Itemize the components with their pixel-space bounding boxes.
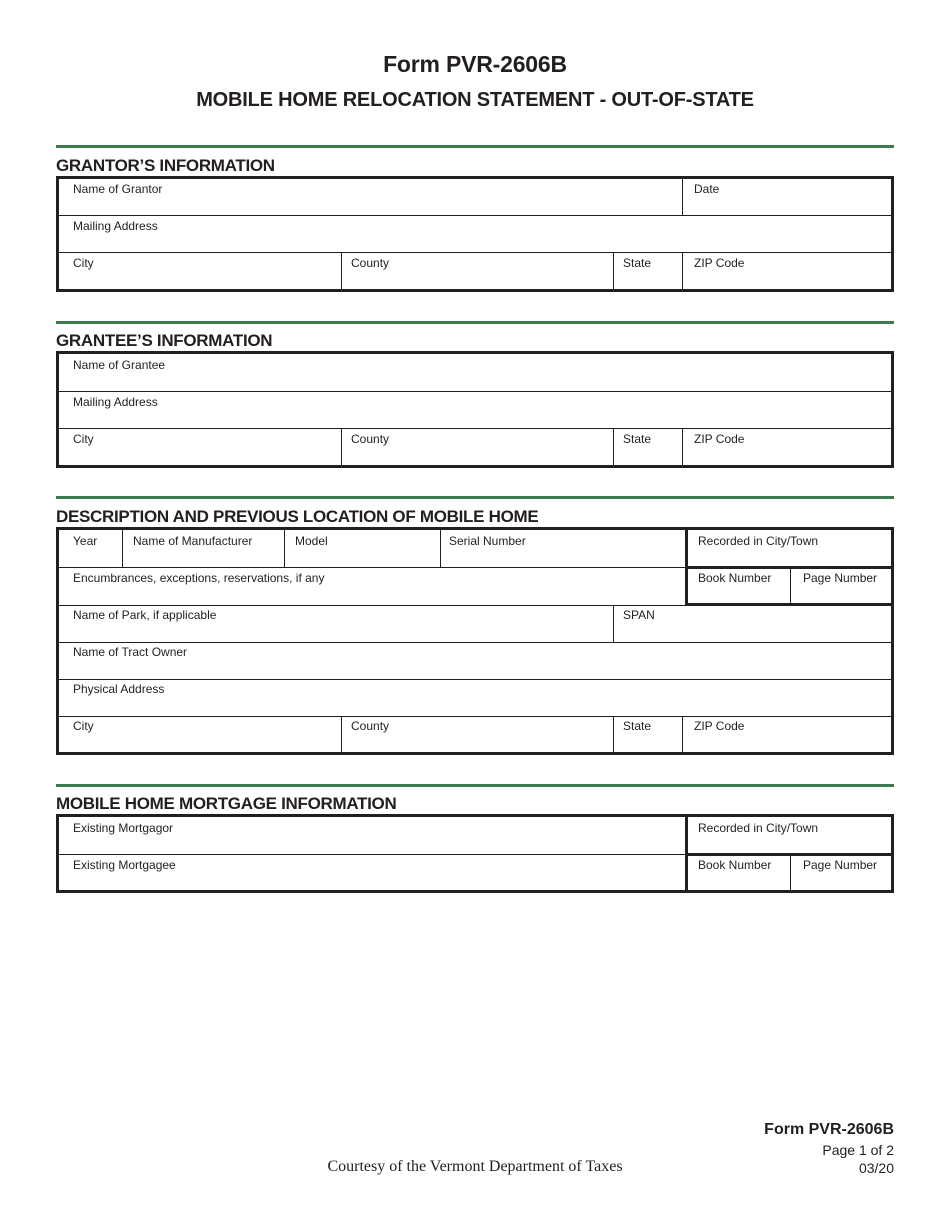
grantee-county-field[interactable]	[343, 439, 611, 465]
manufacturer-field[interactable]	[124, 540, 283, 566]
grantor-state-field[interactable]	[615, 263, 680, 289]
mortgage-book-label: Book Number	[698, 858, 772, 872]
location-zip-field[interactable]	[684, 726, 889, 752]
manufacturer-label: Name of Manufacturer	[133, 534, 253, 548]
grantor-date-field[interactable]	[684, 189, 889, 215]
location-city-field[interactable]	[59, 726, 339, 752]
physical-address-label: Physical Address	[73, 682, 165, 696]
form-subtitle: MOBILE HOME RELOCATION STATEMENT - OUT-OF-STATE	[196, 89, 754, 111]
grantee-city-field[interactable]	[59, 439, 339, 465]
grantee-mailing-address-field[interactable]	[59, 402, 889, 428]
encumbrances-field[interactable]	[59, 578, 683, 604]
location-county-field[interactable]	[343, 726, 611, 752]
section-divider	[56, 784, 894, 787]
grantor-section-title: GRANTOR’S INFORMATION	[56, 156, 275, 175]
grantee-section-title: GRANTEE’S INFORMATION	[56, 331, 273, 350]
footer-courtesy: Courtesy of the Vermont Department of Taxes	[327, 1158, 623, 1175]
span-label: SPAN	[623, 608, 655, 622]
model-field[interactable]	[286, 540, 439, 566]
description-section-title: DESCRIPTION AND PREVIOUS LOCATION OF MOBILE HOME	[56, 507, 539, 526]
location-city-label: City	[73, 719, 94, 733]
book-number-label: Book Number	[698, 571, 772, 585]
recorded-city-town-field[interactable]	[689, 540, 889, 566]
grantor-state-label: State	[623, 256, 652, 270]
page-number-field[interactable]	[792, 578, 888, 604]
location-county-label: County	[351, 719, 390, 733]
mortgage-recorded-field[interactable]	[689, 827, 889, 853]
location-state-field[interactable]	[615, 726, 680, 752]
grantor-mailing-address-label: Mailing Address	[73, 219, 158, 233]
grantor-county-label: County	[351, 256, 390, 270]
footer-date: 03/20	[858, 1160, 894, 1176]
grantee-zip-field[interactable]	[684, 439, 889, 465]
section-divider	[56, 321, 894, 324]
mortgage-section-title: MOBILE HOME MORTGAGE INFORMATION	[56, 794, 397, 813]
section-divider	[56, 496, 894, 499]
year-label: Year	[73, 534, 98, 548]
year-field[interactable]	[59, 540, 121, 566]
location-state-label: State	[623, 719, 652, 733]
grantee-state-field[interactable]	[615, 439, 680, 465]
mortgage-recorded-label: Recorded in City/Town	[698, 821, 819, 835]
grantor-city-field[interactable]	[59, 263, 339, 289]
grantor-name-field[interactable]	[59, 189, 679, 215]
location-zip-label: ZIP Code	[694, 719, 745, 733]
grantor-name-label: Name of Grantor	[73, 182, 163, 196]
recorded-city-town-label: Recorded in City/Town	[698, 534, 819, 548]
grantee-zip-label: ZIP Code	[694, 432, 745, 446]
page-number-label: Page Number	[803, 571, 878, 585]
mortgagee-label: Existing Mortgagee	[73, 858, 176, 872]
grantee-name-field[interactable]	[59, 364, 889, 390]
serial-number-label: Serial Number	[449, 534, 526, 548]
grantor-county-field[interactable]	[343, 263, 611, 289]
grantee-state-label: State	[623, 432, 652, 446]
grantor-box	[56, 176, 894, 292]
book-number-field[interactable]	[689, 578, 789, 604]
grantee-county-label: County	[351, 432, 390, 446]
mortgagee-field[interactable]	[59, 864, 683, 890]
footer-form-id: Form PVR-2606B	[764, 1121, 894, 1138]
mortgage-page-label: Page Number	[803, 858, 878, 872]
mortgage-page-field[interactable]	[792, 864, 888, 890]
mortgagor-field[interactable]	[59, 827, 683, 853]
grantor-mailing-address-field[interactable]	[59, 226, 889, 252]
footer-page: Page 1 of 2	[822, 1142, 894, 1158]
form-title: Form PVR-2606B	[383, 51, 567, 77]
mortgage-box	[56, 814, 894, 893]
grantee-name-label: Name of Grantee	[73, 358, 166, 372]
park-name-label: Name of Park, if applicable	[73, 608, 217, 622]
grantor-date-label: Date	[694, 182, 720, 196]
grantor-city-label: City	[73, 256, 94, 270]
encumbrances-label: Encumbrances, exceptions, reservations, if any	[73, 571, 325, 585]
tract-owner-field[interactable]	[59, 652, 889, 678]
model-label: Model	[295, 534, 328, 548]
physical-address-field[interactable]	[59, 689, 889, 715]
mortgage-book-field[interactable]	[689, 864, 789, 890]
section-divider	[56, 145, 894, 148]
tract-owner-label: Name of Tract Owner	[73, 645, 188, 659]
serial-number-field[interactable]	[442, 540, 684, 566]
description-box	[56, 527, 894, 755]
span-field[interactable]	[615, 615, 889, 641]
mortgagor-label: Existing Mortgagor	[73, 821, 174, 835]
grantee-mailing-address-label: Mailing Address	[73, 395, 158, 409]
park-name-field[interactable]	[59, 615, 611, 641]
grantor-zip-field[interactable]	[684, 263, 889, 289]
grantee-box	[56, 351, 894, 468]
grantor-zip-label: ZIP Code	[694, 256, 745, 270]
grantee-city-label: City	[73, 432, 94, 446]
